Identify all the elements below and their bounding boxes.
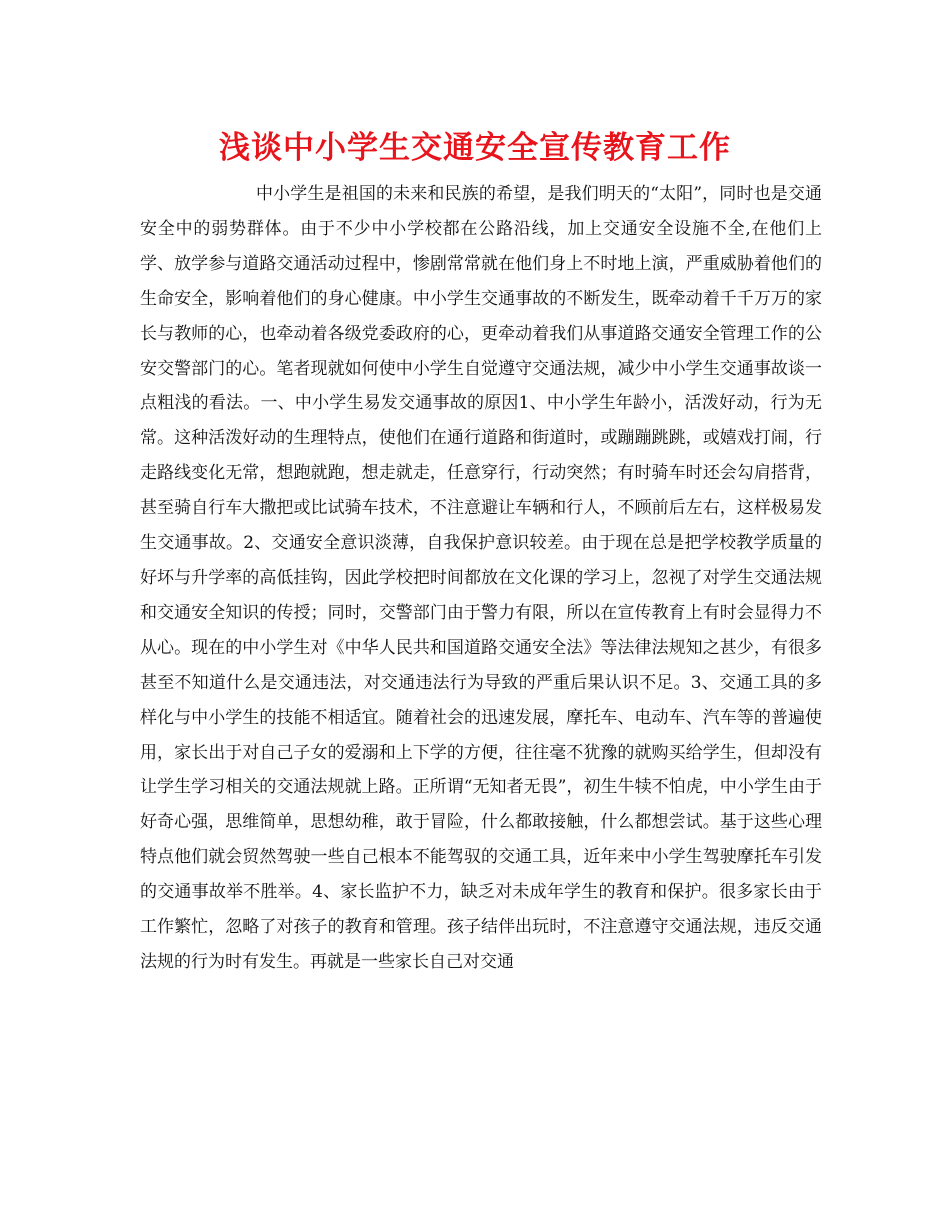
document-body-paragraph: 中小学生是祖国的未来和民族的希望，是我们明天的“太阳”，同时也是交通安全中的弱势群体。由于不少中小学校都在公路沿线，加上交通安全设施不全,在他们上学、放学参与道路交通活动过程中，惨剧常常就在他们身上不时地上演，严重威胁着他们的生命安全，影响着他们的身心健康。中小学生交通事故的不断发生，既牵动着千千万万的家长与教师的心，也牵动着各级党委政府的心，更牵动着我们从事道路交通安全管理工作的公安交警部门的心。笔者现就如何使中小学生自觉遵守交通法规，减少中小学生交通事故谈一点粗浅的看法。一、中小学生易发交通事故的原因1、中小学生年龄小，活泼好动，行为无常。这种活泼好动的生理特点，使他们在通行道路和街道时，或蹦蹦跳跳，或嬉戏打闹，行走路线变化无常，想跑就跑，想走就走，任意穿行，行动突然；有时骑车时还会勾肩搭背，甚至骑自行车大撒把或比试骑车技术，不注意避让车辆和行人，不顾前后左右，这样极易发生交通事故。2、交通安全意识淡薄，自我保护意识较差。由于现在总是把学校教学质量的好坏与升学率的高低挂钩，因此学校把时间都放在文化课的学习上，忽视了对学生交通法规和交通安全知识的传授；同时，交警部门由于警力有限，所以在宣传教育上有时会显得力不从心。现在的中小学生对《中华人民共和国道路交通安全法》等法律法规知之甚少，有很多甚至不知道什么是交通违法，对交通违法行为导致的严重后果认识不足。3、交通工具的多样化与中小学生的技能不相适宜。随着社会的迅速发展，摩托车、电动车、汽车等的普遍使用，家长出于对自己子女的爱溺和上下学的方便，往往毫不犹豫的就购买给学生，但却没有让学生学习相关的交通法规就上路。正所谓“无知者无畏”，初生牛犊不怕虎，中小学生由于好奇心强，思维简单，思想幼稚，敢于冒险，什么都敢接触，什么都想尝试。基于这些心理特点他们就会贸然驾驶一些自己根本不能驾驭的交通工具，近年来中小学生驾驶摩托车引发的交通事故举不胜举。4、家长监护不力，缺乏对未成年学生的教育和保护。很多家长由于工作繁忙，忽略了对孩子的教育和管理。孩子结伴出玩时，不注意遵守交通法规，违反交通法规的行为时有发生。再就是一些家长自己对交通 <box>140 184 822 972</box>
document-title: 浅谈中小学生交通安全宣传教育工作 <box>219 130 731 166</box>
